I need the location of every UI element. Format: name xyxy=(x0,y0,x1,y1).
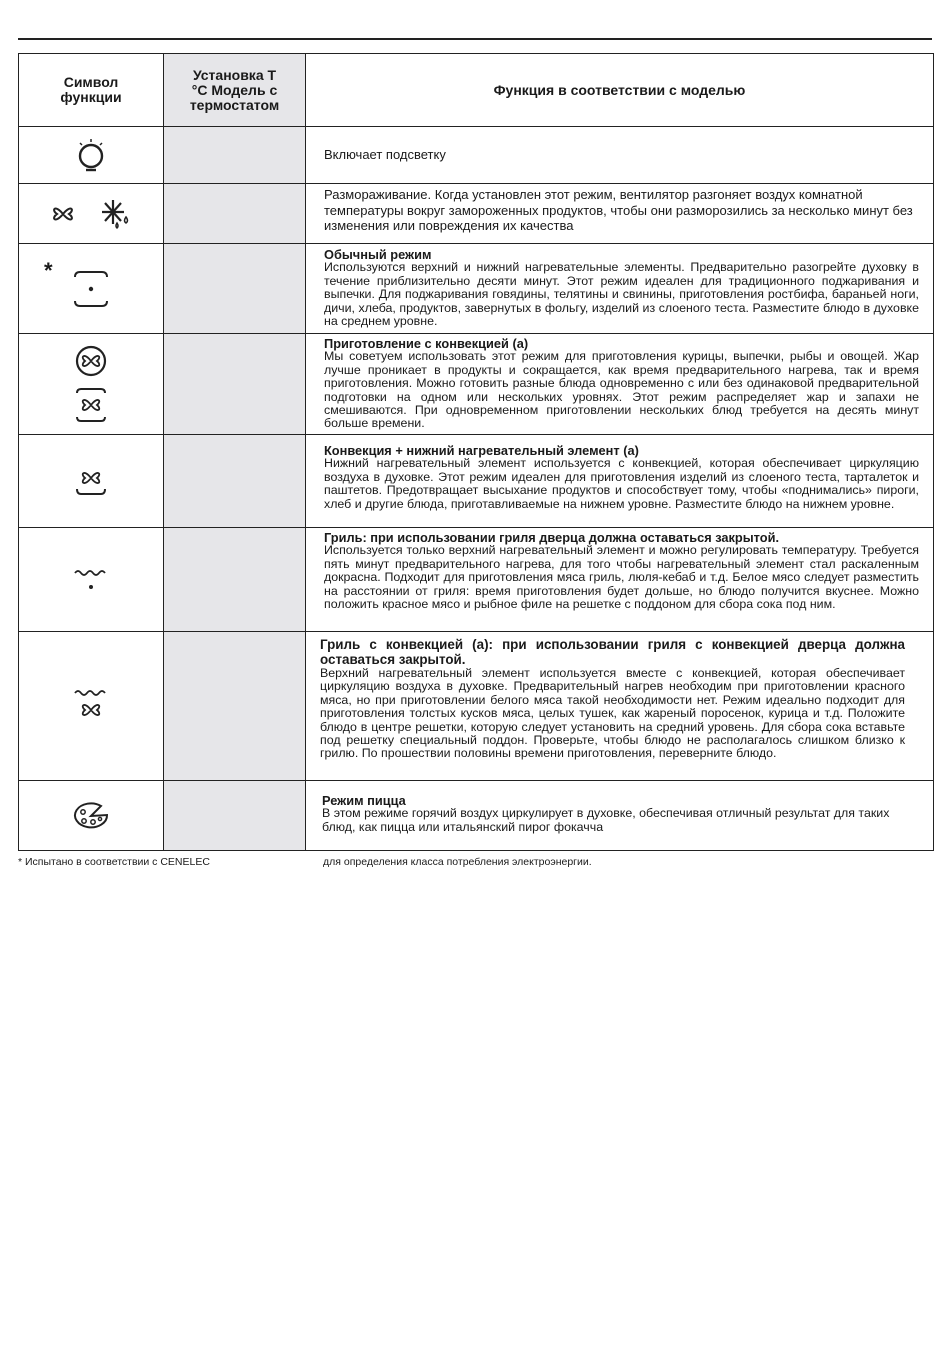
description-cell xyxy=(306,435,934,528)
description-cell xyxy=(306,244,934,334)
setting-cell xyxy=(164,435,306,528)
description-cell xyxy=(306,781,934,851)
header-symbol: Символ функции xyxy=(19,54,164,127)
footnote-left: * Испытано в соответствии с CENELEC xyxy=(18,856,210,868)
symbol-cell xyxy=(19,632,164,781)
symbol-cell xyxy=(19,334,164,435)
setting-cell xyxy=(164,127,306,184)
table-row xyxy=(19,435,934,528)
setting-cell xyxy=(164,244,306,334)
description-cell xyxy=(306,127,934,184)
mode-text: Нижний нагревательный элемент используется с конвекцией, которая обеспечивает циркуляцию воздуха в духовке. Этот режим идеален для приготовления изделий из слоеного теста, тарталеток и паштетов. Предотвращает высыхание продуктов и способствует тому, чтобы «поднимались» пироги, хлеб и другие блюда, приготавливаемые на нижнем уровне. Разместите блюдо на нижнем уровне. xyxy=(324,456,919,511)
description-cell xyxy=(306,184,934,244)
mode-title: Приготовление с конвекцией (a) xyxy=(324,336,529,351)
description-cell xyxy=(306,528,934,632)
setting-cell xyxy=(164,528,306,632)
mode-title: Обычный режим xyxy=(324,247,432,262)
table-row xyxy=(19,127,934,184)
table-row xyxy=(19,781,934,851)
table-row xyxy=(19,184,934,244)
setting-cell xyxy=(164,334,306,435)
fan-icon xyxy=(49,200,77,228)
mode-text: Используется только верхний нагревательный элемент и можно регулировать температуру. Требуется пять минут предварительного нагрева, для того чтобы нагревательный элемент стал раскаленным докрасна. Подходит для приготовления мяса гриль, люля-кебаб и т.д. Белое мясо следует разместить на расстоянии от гриля: время приготовления будет дольше, но блюдо получится вкуснее. Можно положить красное мясо и рыбное филе на решетке с поддоном для сбора сока под ним. xyxy=(324,543,919,612)
convection-icon xyxy=(71,341,111,427)
mode-text: Используются верхний и нижний нагревательные элементы. Предварительно разогрейте духовку в течение приблизительно десяти минут. Этот режим идеален для традиционного поджаривания и выпечки. Для поджаривания говядины, телятины и свинины, приготовления ростбифа, бараньей ноги, дичи, хлеба, продуктов, завернутых в фольгу, изделий из слоеного теста. Разместите блюдо в духовке на среднем уровне. xyxy=(324,260,919,329)
setting-cell xyxy=(164,781,306,851)
footnote-right: для определения класса потребления электроэнергии. xyxy=(323,856,592,868)
symbol-cell xyxy=(19,781,164,851)
mode-text: В этом режиме горячий воздух циркулирует в духовке, обеспечивая отличный результат для таких блюд, как пицца или итальянский пирог фокачча xyxy=(322,806,890,834)
table-row xyxy=(19,528,934,632)
symbol-cell xyxy=(19,184,164,244)
mode-text: Мы советуем использовать этот режим для приготовления курицы, выпечки, рыбы и овощей. Жар лучше проникает в продукты и сокращается, как время предварительного нагрева, так и время приготовления. Можно готовить разные блюда одновременно с или без одинаковой предварительной подготовки на одном или нескольких уровнях. Этот режим распределяет жар и запахи не смешиваются. При одновременном приготовлении нескольких блюд требуется на десять минут больше времени. xyxy=(324,349,919,431)
mode-title: Гриль: при использовании гриля дверца должна оставаться закрытой. xyxy=(324,530,780,545)
lamp-icon xyxy=(73,135,109,175)
mode-title: Конвекция + нижний нагревательный элемент (a) xyxy=(324,443,639,458)
grill-icon xyxy=(71,565,111,595)
header-setting: Установка T °C Модель с термостатом xyxy=(164,54,306,127)
mode-text: Размораживание. Когда установлен этот режим, вентилятор разгоняет воздух комнатной температуры вокруг замороженных продуктов, чтобы они разморозились за несколько минут без изменения или повреждения их качества xyxy=(324,187,913,233)
description-cell xyxy=(306,334,934,435)
description-cell xyxy=(306,632,934,781)
symbol-cell xyxy=(19,127,164,184)
table-header-row xyxy=(19,54,934,127)
pizza-icon xyxy=(71,801,111,831)
conventional-heat-icon xyxy=(71,267,111,311)
defrost-icon xyxy=(99,197,133,231)
setting-cell xyxy=(164,632,306,781)
mode-title: Гриль с конвекцией (a): при использовании гриля с конвекцией дверца должна оставаться закрытой. xyxy=(320,637,905,667)
table-row xyxy=(19,334,934,435)
footnote-star: * xyxy=(44,258,53,283)
symbol-cell xyxy=(19,435,164,528)
symbol-cell xyxy=(19,244,164,334)
table-row xyxy=(19,244,934,334)
table-row xyxy=(19,632,934,781)
oven-functions-table xyxy=(18,53,934,851)
convection-bottom-icon xyxy=(71,463,111,499)
setting-cell xyxy=(164,184,306,244)
top-rule xyxy=(18,38,932,40)
mode-title: Режим пицца xyxy=(322,793,406,808)
symbol-cell xyxy=(19,528,164,632)
mode-text: Верхний нагревательный элемент используется вместе с конвекцией, которая обеспечивает циркуляцию воздуха в духовке. Предварительный нагрев необходим при приготовлении красного мяса, но при приготовлении белого мяса такой необходимости нет. Режим идеально подходит для приготовления толстых кусков мяса, целых тушек, как жареный поросенок, курица и т.д. Положите блюдо в центре решетки, которую следует установить на средний уровень. Для сбора сока вставьте под решетку специальный поддон. Проверьте, чтобы блюдо не располагалось слишком близко к грилю. По прошествии половины времени приготовления, переверните блюдо. xyxy=(320,666,905,761)
mode-text: Включает подсветку xyxy=(324,147,446,163)
header-function: Функция в соответствии с моделью xyxy=(306,54,934,127)
grill-convection-icon xyxy=(71,688,111,724)
